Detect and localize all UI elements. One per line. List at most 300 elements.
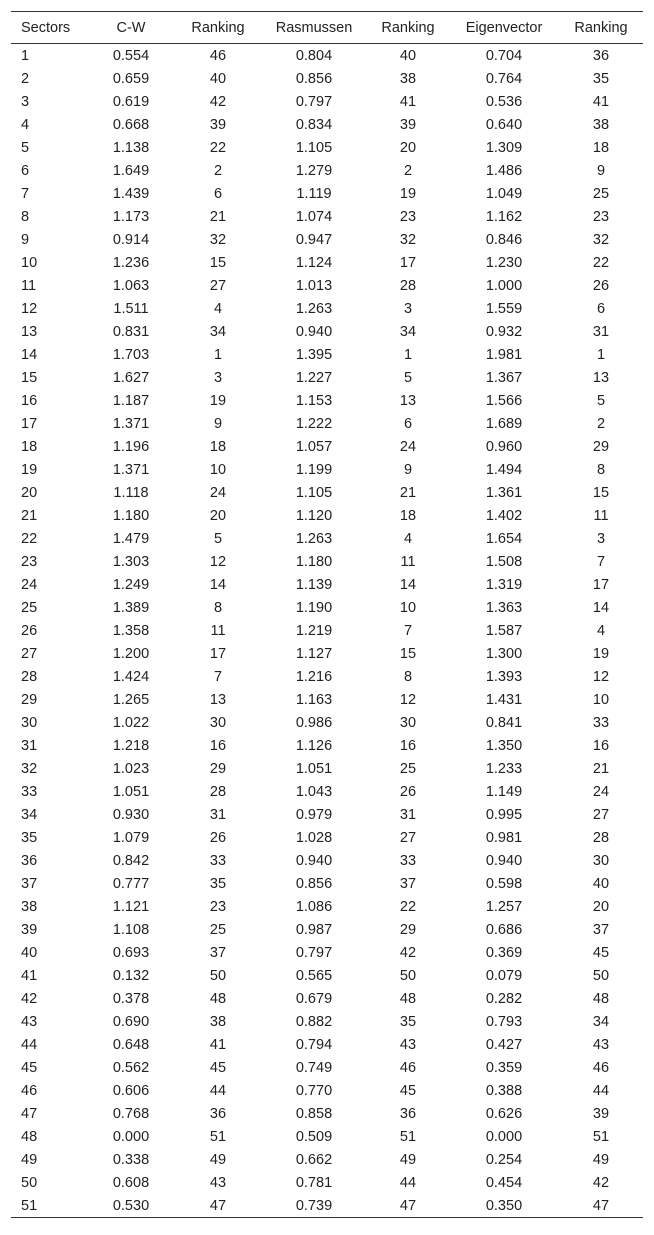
table-row bbox=[11, 872, 643, 895]
cell-eigenvector: 1.587 bbox=[485, 622, 523, 639]
cell-cw-ranking: 14 bbox=[209, 576, 227, 593]
cell-eigenvector-ranking: 21 bbox=[592, 760, 610, 777]
cell-sector: 31 bbox=[21, 737, 38, 754]
cell-eigenvector-ranking: 23 bbox=[592, 208, 610, 225]
cell-cw-ranking: 20 bbox=[209, 507, 227, 524]
cell-cw-ranking: 38 bbox=[209, 1013, 227, 1030]
cell-eigenvector-ranking: 16 bbox=[592, 737, 610, 754]
table-row bbox=[11, 849, 643, 872]
cell-cw: 0.930 bbox=[112, 806, 150, 823]
cell-cw-ranking: 23 bbox=[209, 898, 227, 915]
cell-rasmussen: 1.105 bbox=[295, 484, 333, 501]
cell-eigenvector: 0.454 bbox=[485, 1174, 523, 1191]
table-row bbox=[11, 320, 643, 343]
cell-eigenvector-ranking: 47 bbox=[592, 1197, 610, 1214]
cell-sector: 41 bbox=[21, 967, 38, 984]
cell-rasmussen: 1.057 bbox=[295, 438, 333, 455]
cell-cw: 1.236 bbox=[112, 254, 150, 271]
cell-cw: 0.619 bbox=[112, 93, 150, 110]
table-row bbox=[11, 780, 643, 803]
table-row bbox=[11, 1125, 643, 1148]
cell-rasmussen: 0.565 bbox=[295, 967, 333, 984]
cell-eigenvector: 1.309 bbox=[485, 139, 523, 156]
cell-cw: 1.649 bbox=[112, 162, 150, 179]
table-row bbox=[11, 1194, 643, 1218]
cell-sector: 20 bbox=[21, 484, 38, 501]
table-row bbox=[11, 366, 643, 389]
cell-eigenvector: 1.689 bbox=[485, 415, 523, 432]
cell-cw-ranking: 25 bbox=[209, 921, 227, 938]
table-row bbox=[11, 734, 643, 757]
table-row bbox=[11, 458, 643, 481]
sector-ranking-table-container bbox=[11, 11, 643, 1218]
cell-rasmussen-ranking: 23 bbox=[399, 208, 417, 225]
cell-eigenvector-ranking: 35 bbox=[592, 70, 610, 87]
cell-cw: 1.180 bbox=[112, 507, 150, 524]
cell-eigenvector: 0.846 bbox=[485, 231, 523, 248]
cell-cw-ranking: 8 bbox=[213, 599, 223, 616]
cell-cw-ranking: 33 bbox=[209, 852, 227, 869]
cell-cw-ranking: 12 bbox=[209, 553, 227, 570]
cell-cw-ranking: 43 bbox=[209, 1174, 227, 1191]
table-row bbox=[11, 803, 643, 826]
cell-sector: 29 bbox=[21, 691, 38, 708]
cell-eigenvector-ranking: 28 bbox=[592, 829, 610, 846]
cell-cw: 1.371 bbox=[112, 461, 150, 478]
cell-eigenvector-ranking: 51 bbox=[592, 1128, 610, 1145]
cell-rasmussen: 1.119 bbox=[296, 185, 332, 202]
cell-rasmussen-ranking: 29 bbox=[399, 921, 417, 938]
cell-cw: 0.668 bbox=[112, 116, 150, 133]
cell-sector: 47 bbox=[21, 1105, 38, 1122]
cell-sector: 5 bbox=[21, 139, 30, 156]
cell-rasmussen-ranking: 21 bbox=[399, 484, 417, 501]
cell-rasmussen: 0.679 bbox=[295, 990, 333, 1007]
cell-eigenvector: 1.350 bbox=[485, 737, 523, 754]
cell-cw-ranking: 11 bbox=[210, 622, 226, 639]
cell-rasmussen-ranking: 35 bbox=[399, 1013, 417, 1030]
cell-cw-ranking: 19 bbox=[209, 392, 227, 409]
cell-sector: 22 bbox=[21, 530, 38, 547]
cell-rasmussen: 1.086 bbox=[295, 898, 333, 915]
cell-cw: 1.249 bbox=[112, 576, 150, 593]
table-row bbox=[11, 435, 643, 458]
cell-rasmussen-ranking: 24 bbox=[399, 438, 417, 455]
cell-cw-ranking: 49 bbox=[209, 1151, 227, 1168]
cell-eigenvector: 0.841 bbox=[485, 714, 523, 731]
cell-rasmussen-ranking: 17 bbox=[399, 254, 417, 271]
cell-eigenvector: 1.257 bbox=[485, 898, 523, 915]
cell-rasmussen-ranking: 51 bbox=[399, 1128, 417, 1145]
cell-sector: 50 bbox=[21, 1174, 38, 1191]
cell-cw-ranking: 47 bbox=[209, 1197, 227, 1214]
cell-sector: 49 bbox=[21, 1151, 38, 1168]
cell-rasmussen: 0.749 bbox=[295, 1059, 333, 1076]
cell-rasmussen-ranking: 15 bbox=[399, 645, 417, 662]
table-row bbox=[11, 895, 643, 918]
cell-rasmussen-ranking: 16 bbox=[399, 737, 417, 754]
cell-eigenvector: 0.350 bbox=[485, 1197, 523, 1214]
cell-rasmussen-ranking: 31 bbox=[399, 806, 417, 823]
cell-eigenvector-ranking: 33 bbox=[592, 714, 610, 731]
table-row bbox=[11, 481, 643, 504]
cell-rasmussen-ranking: 28 bbox=[399, 277, 417, 294]
cell-sector: 35 bbox=[21, 829, 38, 846]
cell-eigenvector: 1.981 bbox=[485, 346, 523, 363]
cell-rasmussen-ranking: 6 bbox=[403, 415, 413, 432]
cell-cw: 1.051 bbox=[112, 783, 150, 800]
cell-rasmussen-ranking: 5 bbox=[403, 369, 413, 386]
cell-cw: 0.768 bbox=[112, 1105, 150, 1122]
cell-cw-ranking: 6 bbox=[213, 185, 223, 202]
cell-eigenvector-ranking: 14 bbox=[592, 599, 610, 616]
cell-cw: 1.118 bbox=[113, 484, 149, 501]
cell-eigenvector: 1.149 bbox=[485, 783, 523, 800]
cell-sector: 23 bbox=[21, 553, 38, 570]
cell-eigenvector-ranking: 50 bbox=[592, 967, 610, 984]
cell-rasmussen: 1.120 bbox=[295, 507, 333, 524]
cell-rasmussen-ranking: 37 bbox=[399, 875, 417, 892]
table-row bbox=[11, 44, 643, 68]
cell-eigenvector: 0.626 bbox=[485, 1105, 523, 1122]
cell-cw-ranking: 24 bbox=[209, 484, 227, 501]
cell-sector: 36 bbox=[21, 852, 38, 869]
cell-eigenvector: 1.559 bbox=[485, 300, 523, 317]
cell-rasmussen: 1.263 bbox=[295, 530, 333, 547]
cell-cw-ranking: 50 bbox=[209, 967, 227, 984]
cell-eigenvector: 1.654 bbox=[485, 530, 523, 547]
cell-rasmussen-ranking: 47 bbox=[399, 1197, 417, 1214]
cell-eigenvector-ranking: 15 bbox=[592, 484, 610, 501]
cell-rasmussen: 0.940 bbox=[295, 852, 333, 869]
cell-eigenvector-ranking: 46 bbox=[592, 1059, 610, 1076]
cell-eigenvector: 1.393 bbox=[485, 668, 523, 685]
cell-cw-ranking: 15 bbox=[209, 254, 227, 271]
cell-eigenvector: 1.508 bbox=[485, 553, 523, 570]
cell-cw: 0.693 bbox=[112, 944, 150, 961]
cell-cw: 1.063 bbox=[112, 277, 150, 294]
cell-rasmussen: 0.509 bbox=[295, 1128, 333, 1145]
cell-rasmussen: 0.662 bbox=[295, 1151, 333, 1168]
cell-cw-ranking: 32 bbox=[209, 231, 227, 248]
cell-eigenvector-ranking: 12 bbox=[592, 668, 610, 685]
cell-cw: 1.121 bbox=[112, 898, 150, 915]
cell-eigenvector: 0.995 bbox=[485, 806, 523, 823]
cell-cw: 1.079 bbox=[112, 829, 150, 846]
cell-eigenvector-ranking: 8 bbox=[596, 461, 606, 478]
table-row bbox=[11, 251, 643, 274]
header-eigenvector-ranking: Ranking bbox=[574, 19, 628, 36]
cell-sector: 18 bbox=[21, 438, 38, 455]
cell-eigenvector-ranking: 36 bbox=[592, 47, 610, 64]
cell-sector: 40 bbox=[21, 944, 38, 961]
cell-rasmussen-ranking: 33 bbox=[399, 852, 417, 869]
cell-rasmussen: 0.804 bbox=[295, 47, 333, 64]
cell-cw: 1.371 bbox=[112, 415, 150, 432]
cell-rasmussen: 0.858 bbox=[295, 1105, 333, 1122]
cell-rasmussen: 1.126 bbox=[295, 737, 333, 754]
cell-cw-ranking: 46 bbox=[209, 47, 227, 64]
cell-rasmussen-ranking: 43 bbox=[399, 1036, 417, 1053]
cell-cw: 1.108 bbox=[112, 921, 150, 938]
cell-eigenvector-ranking: 32 bbox=[592, 231, 610, 248]
cell-rasmussen: 1.013 bbox=[295, 277, 333, 294]
cell-rasmussen: 0.987 bbox=[295, 921, 333, 938]
cell-rasmussen: 1.074 bbox=[295, 208, 333, 225]
cell-rasmussen-ranking: 34 bbox=[399, 323, 417, 340]
cell-sector: 10 bbox=[21, 254, 38, 271]
cell-cw: 0.648 bbox=[112, 1036, 150, 1053]
cell-rasmussen: 0.834 bbox=[295, 116, 333, 133]
cell-sector: 38 bbox=[21, 898, 38, 915]
cell-rasmussen-ranking: 1 bbox=[403, 346, 413, 363]
table-row bbox=[11, 1148, 643, 1171]
cell-rasmussen-ranking: 30 bbox=[399, 714, 417, 731]
cell-eigenvector: 0.960 bbox=[485, 438, 523, 455]
cell-sector: 9 bbox=[21, 231, 30, 248]
cell-eigenvector-ranking: 5 bbox=[596, 392, 606, 409]
cell-cw-ranking: 29 bbox=[209, 760, 227, 777]
table-row bbox=[11, 918, 643, 941]
cell-eigenvector-ranking: 6 bbox=[596, 300, 606, 317]
cell-cw-ranking: 13 bbox=[209, 691, 227, 708]
cell-eigenvector: 0.254 bbox=[485, 1151, 523, 1168]
cell-eigenvector-ranking: 43 bbox=[592, 1036, 610, 1053]
cell-sector: 48 bbox=[21, 1128, 38, 1145]
cell-eigenvector: 0.640 bbox=[485, 116, 523, 133]
cell-eigenvector-ranking: 48 bbox=[592, 990, 610, 1007]
cell-rasmussen-ranking: 27 bbox=[399, 829, 417, 846]
cell-eigenvector: 1.162 bbox=[485, 208, 523, 225]
cell-cw-ranking: 5 bbox=[213, 530, 223, 547]
table-row bbox=[11, 1171, 643, 1194]
cell-cw: 0.378 bbox=[112, 990, 150, 1007]
cell-eigenvector: 1.233 bbox=[485, 760, 523, 777]
cell-cw-ranking: 36 bbox=[209, 1105, 227, 1122]
cell-rasmussen: 1.227 bbox=[295, 369, 333, 386]
cell-eigenvector-ranking: 29 bbox=[592, 438, 610, 455]
cell-cw-ranking: 28 bbox=[209, 783, 227, 800]
cell-rasmussen: 1.279 bbox=[295, 162, 333, 179]
cell-cw-ranking: 9 bbox=[213, 415, 223, 432]
cell-rasmussen-ranking: 2 bbox=[403, 162, 413, 179]
table-row bbox=[11, 136, 643, 159]
cell-eigenvector-ranking: 13 bbox=[592, 369, 610, 386]
cell-rasmussen-ranking: 13 bbox=[399, 392, 417, 409]
cell-eigenvector-ranking: 10 bbox=[592, 691, 610, 708]
cell-eigenvector-ranking: 25 bbox=[592, 185, 610, 202]
cell-rasmussen-ranking: 10 bbox=[399, 599, 417, 616]
cell-sector: 16 bbox=[21, 392, 38, 409]
cell-sector: 30 bbox=[21, 714, 38, 731]
cell-cw: 1.627 bbox=[112, 369, 150, 386]
cell-cw: 0.554 bbox=[112, 47, 150, 64]
cell-eigenvector: 0.282 bbox=[485, 990, 523, 1007]
cell-eigenvector: 0.764 bbox=[485, 70, 523, 87]
cell-eigenvector-ranking: 1 bbox=[596, 346, 606, 363]
cell-sector: 2 bbox=[21, 70, 30, 87]
cell-rasmussen: 1.163 bbox=[295, 691, 333, 708]
cell-sector: 34 bbox=[21, 806, 38, 823]
cell-eigenvector: 0.793 bbox=[485, 1013, 523, 1030]
cell-eigenvector: 1.361 bbox=[485, 484, 523, 501]
table-row bbox=[11, 941, 643, 964]
cell-eigenvector-ranking: 27 bbox=[592, 806, 610, 823]
cell-cw: 0.606 bbox=[112, 1082, 150, 1099]
cell-rasmussen: 1.028 bbox=[295, 829, 333, 846]
cell-cw-ranking: 17 bbox=[209, 645, 227, 662]
cell-rasmussen: 0.986 bbox=[295, 714, 333, 731]
cell-eigenvector: 0.981 bbox=[485, 829, 523, 846]
cell-rasmussen-ranking: 46 bbox=[399, 1059, 417, 1076]
cell-sector: 4 bbox=[21, 116, 30, 133]
cell-cw: 0.530 bbox=[112, 1197, 150, 1214]
table-row bbox=[11, 1102, 643, 1125]
cell-rasmussen: 1.105 bbox=[295, 139, 333, 156]
cell-sector: 37 bbox=[21, 875, 38, 892]
cell-cw-ranking: 42 bbox=[209, 93, 227, 110]
cell-cw: 0.842 bbox=[112, 852, 150, 869]
cell-rasmussen: 1.043 bbox=[295, 783, 333, 800]
cell-eigenvector-ranking: 18 bbox=[592, 139, 610, 156]
cell-eigenvector-ranking: 17 bbox=[592, 576, 610, 593]
cell-cw: 1.358 bbox=[112, 622, 150, 639]
table-row bbox=[11, 964, 643, 987]
cell-eigenvector: 0.079 bbox=[485, 967, 523, 984]
cell-rasmussen: 1.395 bbox=[295, 346, 333, 363]
cell-eigenvector: 0.686 bbox=[485, 921, 523, 938]
cell-rasmussen: 1.153 bbox=[295, 392, 333, 409]
cell-eigenvector: 1.300 bbox=[485, 645, 523, 662]
cell-rasmussen-ranking: 7 bbox=[403, 622, 413, 639]
cell-sector: 24 bbox=[21, 576, 38, 593]
cell-rasmussen: 0.794 bbox=[295, 1036, 333, 1053]
cell-eigenvector: 0.536 bbox=[485, 93, 523, 110]
cell-rasmussen-ranking: 44 bbox=[399, 1174, 417, 1191]
table-row bbox=[11, 987, 643, 1010]
cell-eigenvector: 0.369 bbox=[485, 944, 523, 961]
cell-eigenvector-ranking: 19 bbox=[592, 645, 610, 662]
cell-eigenvector-ranking: 30 bbox=[592, 852, 610, 869]
cell-rasmussen: 0.797 bbox=[295, 93, 333, 110]
cell-rasmussen: 0.770 bbox=[295, 1082, 333, 1099]
cell-rasmussen-ranking: 39 bbox=[399, 116, 417, 133]
cell-cw-ranking: 51 bbox=[209, 1128, 227, 1145]
table-row bbox=[11, 412, 643, 435]
cell-rasmussen: 0.797 bbox=[295, 944, 333, 961]
header-rasmussen-ranking: Ranking bbox=[381, 19, 435, 36]
cell-cw: 1.196 bbox=[112, 438, 150, 455]
table-row bbox=[11, 688, 643, 711]
table-row bbox=[11, 757, 643, 780]
table-row bbox=[11, 228, 643, 251]
header-cw-ranking: Ranking bbox=[191, 19, 245, 36]
cell-eigenvector: 1.367 bbox=[485, 369, 523, 386]
table-row bbox=[11, 343, 643, 366]
cell-cw: 0.000 bbox=[112, 1128, 150, 1145]
cell-rasmussen-ranking: 32 bbox=[399, 231, 417, 248]
cell-eigenvector-ranking: 2 bbox=[596, 415, 606, 432]
cell-rasmussen-ranking: 38 bbox=[399, 70, 417, 87]
cell-sector: 21 bbox=[21, 507, 38, 524]
cell-eigenvector-ranking: 11 bbox=[593, 507, 609, 524]
cell-sector: 51 bbox=[21, 1197, 38, 1214]
cell-sector: 45 bbox=[21, 1059, 38, 1076]
cell-sector: 6 bbox=[21, 162, 30, 179]
table-row bbox=[11, 1079, 643, 1102]
cell-eigenvector: 1.431 bbox=[485, 691, 523, 708]
cell-eigenvector-ranking: 9 bbox=[596, 162, 606, 179]
cell-cw: 1.200 bbox=[112, 645, 150, 662]
cell-cw-ranking: 2 bbox=[213, 162, 223, 179]
cell-rasmussen-ranking: 12 bbox=[399, 691, 417, 708]
cell-cw-ranking: 39 bbox=[209, 116, 227, 133]
cell-rasmussen-ranking: 45 bbox=[399, 1082, 417, 1099]
cell-cw-ranking: 7 bbox=[213, 668, 223, 685]
cell-eigenvector: 0.000 bbox=[485, 1128, 523, 1145]
table-row bbox=[11, 67, 643, 90]
cell-eigenvector-ranking: 41 bbox=[592, 93, 610, 110]
cell-rasmussen: 0.856 bbox=[295, 875, 333, 892]
cell-eigenvector-ranking: 31 bbox=[592, 323, 610, 340]
cell-rasmussen: 0.947 bbox=[295, 231, 333, 248]
cell-eigenvector: 0.359 bbox=[485, 1059, 523, 1076]
table-row bbox=[11, 274, 643, 297]
cell-eigenvector-ranking: 3 bbox=[596, 530, 606, 547]
cell-cw: 0.914 bbox=[112, 231, 150, 248]
cell-eigenvector: 0.598 bbox=[485, 875, 523, 892]
cell-rasmussen-ranking: 8 bbox=[403, 668, 413, 685]
cell-rasmussen: 1.263 bbox=[295, 300, 333, 317]
cell-eigenvector-ranking: 38 bbox=[592, 116, 610, 133]
cell-rasmussen-ranking: 14 bbox=[399, 576, 417, 593]
cell-cw: 1.303 bbox=[112, 553, 150, 570]
table-row bbox=[11, 573, 643, 596]
cell-rasmussen: 0.781 bbox=[295, 1174, 333, 1191]
cell-rasmussen: 0.739 bbox=[295, 1197, 333, 1214]
cell-cw: 1.023 bbox=[112, 760, 150, 777]
table-row bbox=[11, 527, 643, 550]
table-row bbox=[11, 711, 643, 734]
cell-eigenvector: 0.932 bbox=[485, 323, 523, 340]
cell-eigenvector: 1.566 bbox=[485, 392, 523, 409]
cell-eigenvector: 0.427 bbox=[485, 1036, 523, 1053]
cell-rasmussen: 0.856 bbox=[295, 70, 333, 87]
table-row bbox=[11, 1056, 643, 1079]
table-row bbox=[11, 113, 643, 136]
cell-rasmussen-ranking: 19 bbox=[399, 185, 417, 202]
header-cw: C-W bbox=[116, 19, 146, 36]
cell-sector: 3 bbox=[21, 93, 30, 110]
table-row bbox=[11, 1010, 643, 1033]
cell-rasmussen-ranking: 36 bbox=[399, 1105, 417, 1122]
cell-rasmussen-ranking: 25 bbox=[399, 760, 417, 777]
cell-eigenvector-ranking: 42 bbox=[592, 1174, 610, 1191]
cell-eigenvector-ranking: 4 bbox=[596, 622, 606, 639]
table-row bbox=[11, 159, 643, 182]
cell-eigenvector-ranking: 20 bbox=[592, 898, 610, 915]
cell-rasmussen: 1.190 bbox=[295, 599, 333, 616]
cell-rasmussen: 1.139 bbox=[295, 576, 333, 593]
cell-eigenvector-ranking: 45 bbox=[592, 944, 610, 961]
header-eigenvector: Eigenvector bbox=[465, 19, 543, 36]
cell-cw: 0.562 bbox=[112, 1059, 150, 1076]
cell-cw: 0.659 bbox=[112, 70, 150, 87]
table-row bbox=[11, 619, 643, 642]
cell-cw-ranking: 16 bbox=[209, 737, 227, 754]
cell-sector: 33 bbox=[21, 783, 38, 800]
cell-rasmussen: 1.127 bbox=[295, 645, 333, 662]
